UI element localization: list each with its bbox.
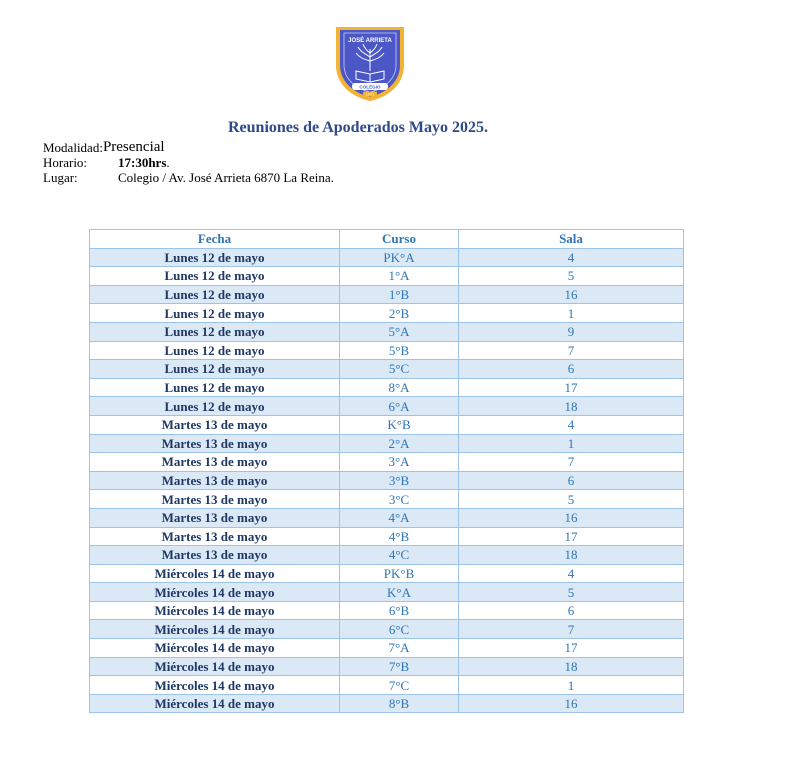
cell-curso: 7°A [340,639,459,658]
cell-sala: 18 [459,657,684,676]
svg-text:1973: 1973 [365,92,375,97]
table-row [90,490,684,509]
table-row [90,248,684,267]
horario-value-group [118,155,170,170]
table-row [90,360,684,379]
cell-curso: 3°A [340,453,459,472]
cell-sala: 1 [459,304,684,323]
cell-fecha: Lunes 12 de mayo [90,248,340,267]
cell-fecha: Miércoles 14 de mayo [90,583,340,602]
table-row [90,304,684,323]
cell-sala: 7 [459,341,684,360]
cell-fecha: Lunes 12 de mayo [90,267,340,286]
cell-curso: 4°B [340,527,459,546]
cell-sala: 16 [459,285,684,304]
cell-curso: 7°B [340,657,459,676]
cell-sala: 5 [459,267,684,286]
lugar-row [43,170,334,185]
cell-curso: K°B [340,415,459,434]
cell-sala: 7 [459,453,684,472]
cell-curso: 3°B [340,471,459,490]
cell-sala: 6 [459,601,684,620]
cell-fecha: Lunes 12 de mayo [90,397,340,416]
cell-fecha: Lunes 12 de mayo [90,322,340,341]
cell-sala: 4 [459,415,684,434]
table-row [90,639,684,658]
cell-sala: 9 [459,322,684,341]
table-header-row [90,230,684,249]
cell-curso: 6°A [340,397,459,416]
cell-fecha: Martes 13 de mayo [90,415,340,434]
table-row [90,694,684,713]
schedule-table-body [90,248,684,713]
lugar-label: Lugar: [43,170,78,185]
cell-fecha: Miércoles 14 de mayo [90,676,340,695]
cell-fecha: Miércoles 14 de mayo [90,639,340,658]
cell-curso: 1°A [340,267,459,286]
cell-curso: 1°B [340,285,459,304]
horario-value: 17:30hrs [118,155,167,170]
cell-sala: 7 [459,620,684,639]
cell-fecha: Miércoles 14 de mayo [90,657,340,676]
cell-fecha: Lunes 12 de mayo [90,304,340,323]
cell-curso: 3°C [340,490,459,509]
cell-fecha: Martes 13 de mayo [90,453,340,472]
cell-curso: 5°A [340,322,459,341]
cell-sala: 6 [459,360,684,379]
page-title: Reuniones de Apoderados Mayo 2025. [227,119,489,136]
header-curso: Curso [340,230,459,249]
cell-sala: 16 [459,508,684,527]
table-row [90,583,684,602]
cell-sala: 1 [459,676,684,695]
cell-fecha: Martes 13 de mayo [90,508,340,527]
table-row [90,322,684,341]
cell-sala: 16 [459,694,684,713]
table-row [90,378,684,397]
table-row [90,415,684,434]
schedule-table [89,229,684,713]
cell-fecha: Martes 13 de mayo [90,434,340,453]
cell-curso: PK°A [340,248,459,267]
table-row [90,508,684,527]
cell-fecha: Martes 13 de mayo [90,527,340,546]
table-row [90,267,684,286]
meeting-info [43,140,334,185]
cell-fecha: Martes 13 de mayo [90,490,340,509]
cell-fecha: Miércoles 14 de mayo [90,601,340,620]
table-row [90,601,684,620]
cell-curso: 7°C [340,676,459,695]
cell-fecha: Martes 13 de mayo [90,546,340,565]
table-row [90,341,684,360]
horario-row [43,155,334,170]
cell-sala: 18 [459,546,684,565]
cell-fecha: Miércoles 14 de mayo [90,620,340,639]
cell-curso: 2°B [340,304,459,323]
cell-sala: 4 [459,248,684,267]
cell-sala: 18 [459,397,684,416]
modalidad-row [43,140,334,155]
cell-fecha: Martes 13 de mayo [90,471,340,490]
cell-sala: 6 [459,471,684,490]
cell-fecha: Lunes 12 de mayo [90,341,340,360]
cell-curso: 6°B [340,601,459,620]
table-row [90,453,684,472]
cell-sala: 5 [459,490,684,509]
table-row [90,434,684,453]
cell-sala: 17 [459,639,684,658]
cell-curso: 5°B [340,341,459,360]
cell-sala: 17 [459,527,684,546]
header-fecha: Fecha [90,230,340,249]
cell-fecha: Lunes 12 de mayo [90,360,340,379]
cell-curso: 8°B [340,694,459,713]
cell-sala: 4 [459,564,684,583]
cell-curso: K°A [340,583,459,602]
cell-sala: 5 [459,583,684,602]
table-row [90,620,684,639]
school-crest-logo [330,23,410,103]
table-row [90,527,684,546]
cell-curso: 8°A [340,378,459,397]
cell-curso: PK°B [340,564,459,583]
table-row [90,397,684,416]
modalidad-value: Presencial [102,139,165,155]
horario-suffix: . [166,155,170,170]
cell-fecha: Lunes 12 de mayo [90,285,340,304]
lugar-value: Colegio / Av. José Arrieta 6870 La Reina. [118,170,334,185]
table-row [90,546,684,565]
table-row [90,676,684,695]
header-sala: Sala [459,230,684,249]
table-row [90,285,684,304]
cell-fecha: Miércoles 14 de mayo [90,564,340,583]
cell-sala: 17 [459,378,684,397]
table-row [90,657,684,676]
table-row [90,471,684,490]
cell-curso: 5°C [340,360,459,379]
cell-curso: 4°A [340,508,459,527]
svg-text:COLEGIO: COLEGIO [359,84,381,90]
cell-curso: 4°C [340,546,459,565]
cell-sala: 1 [459,434,684,453]
cell-fecha: Lunes 12 de mayo [90,378,340,397]
horario-label: Horario: [43,155,88,170]
modalidad-label: Modalidad: [43,140,103,155]
cell-curso: 6°C [340,620,459,639]
table-row [90,564,684,583]
svg-text:JOSÉ ARRIETA: JOSÉ ARRIETA [348,38,392,44]
cell-fecha: Miércoles 14 de mayo [90,694,340,713]
cell-curso: 2°A [340,434,459,453]
